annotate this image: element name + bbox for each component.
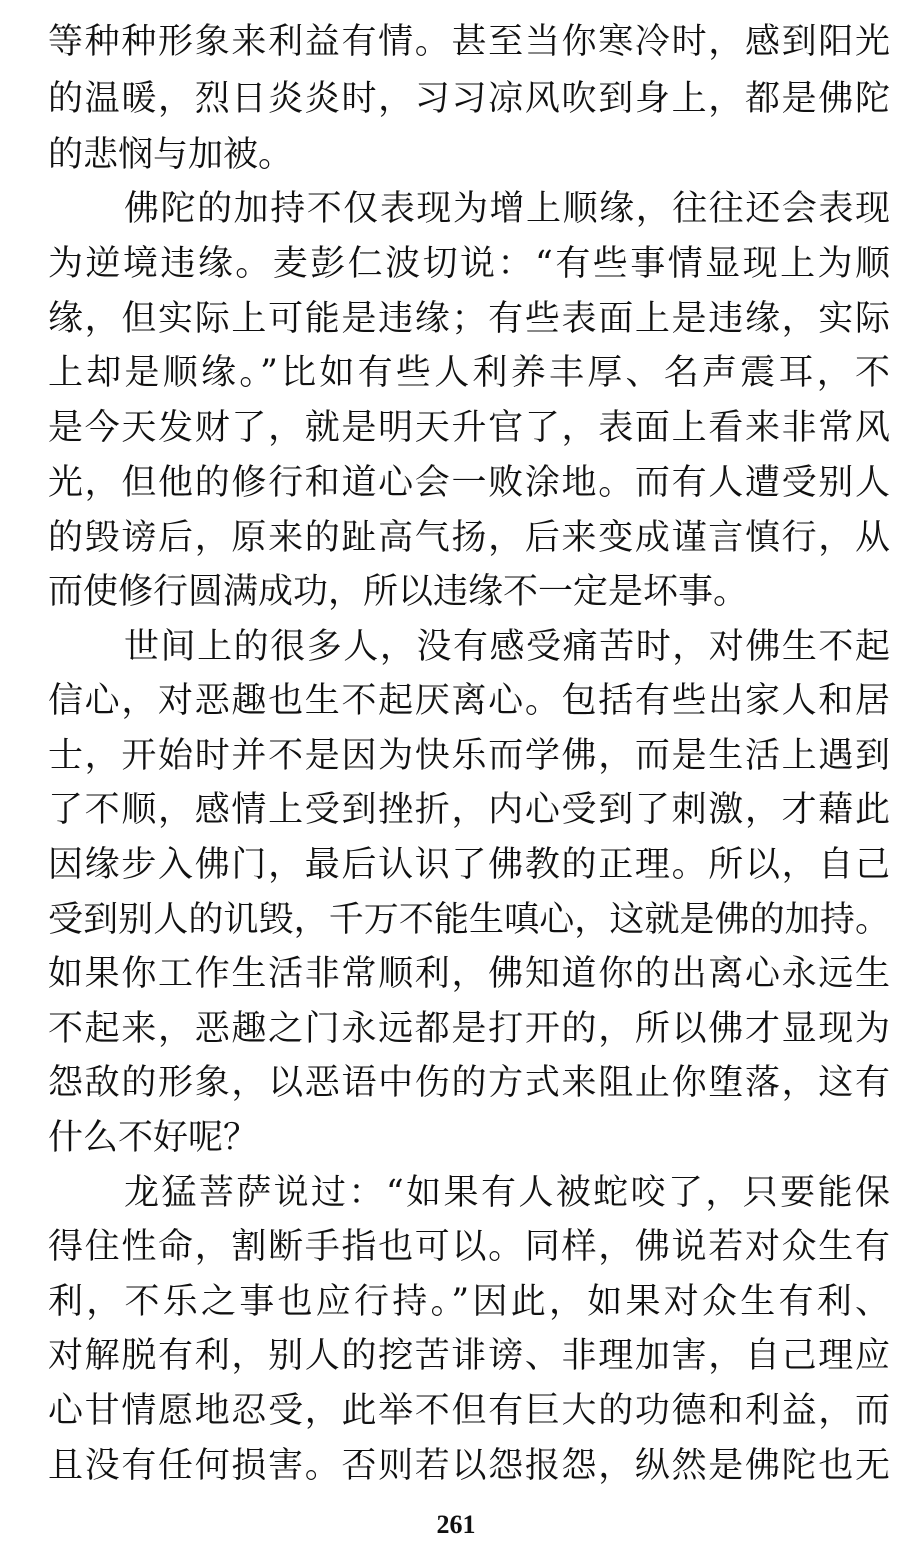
text-line: 光，但他的修行和道心会一败涂地。而有人遭受别人 — [48, 463, 890, 503]
text-line: 什么不好呢？ — [48, 1118, 259, 1158]
text-line: 心甘情愿地忍受，此举不但有巨大的功德和利益，而 — [48, 1391, 890, 1431]
text-line: 利，不乐之事也应行持。”因此，如果对众生有利、 — [48, 1282, 890, 1322]
text-line: 对解脱有利，别人的挖苦诽谤、非理加害，自己理应 — [48, 1336, 890, 1376]
text-line: 等种种形象来利益有情。甚至当你寒冷时，感到阳光 — [48, 22, 890, 62]
text-line: 得住性命，割断手指也可以。同样，佛说若对众生有 — [48, 1227, 890, 1267]
text-line: 的温暖，烈日炎炎时，习习凉风吹到身上，都是佛陀 — [48, 79, 890, 119]
text-line: 如果你工作生活非常顺利，佛知道你的出离心永远生 — [48, 954, 890, 994]
text-line: 了不顺，感情上受到挫折，内心受到了刺激，才藉此 — [48, 790, 890, 830]
text-line: 且没有任何损害。否则若以怨报怨，纵然是佛陀也无 — [48, 1446, 890, 1486]
text-line: 是今天发财了，就是明天升官了，表面上看来非常风 — [48, 408, 890, 448]
text-line: 龙猛菩萨说过：“如果有人被蛇咬了，只要能保 — [124, 1173, 890, 1213]
page-number: 261 — [436, 1510, 476, 1539]
text-line: 怨敌的形象，以恶语中伤的方式来阻止你堕落，这有 — [48, 1063, 890, 1103]
text-line: 而使修行圆满成功，所以违缘不一定是坏事。 — [48, 572, 749, 612]
text-line: 因缘步入佛门，最后认识了佛教的正理。所以，自己 — [48, 845, 890, 885]
text-line: 的悲悯与加被。 — [48, 135, 294, 175]
text-line: 的毁谤后，原来的趾高气扬，后来变成谨言慎行，从 — [48, 518, 890, 558]
text-line: 不起来，恶趣之门永远都是打开的，所以佛才显现为 — [48, 1009, 890, 1049]
text-line: 受到别人的讥毁，千万不能生嗔心，这就是佛的加持。 — [48, 900, 890, 940]
text-line: 缘，但实际上可能是违缘；有些表面上是违缘，实际 — [48, 299, 890, 339]
text-line: 佛陀的加持不仅表现为增上顺缘，往往还会表现 — [124, 189, 890, 229]
text-line: 信心，对恶趣也生不起厌离心。包括有些出家人和居 — [48, 681, 890, 721]
text-line: 士，开始时并不是因为快乐而学佛，而是生活上遇到 — [48, 736, 890, 776]
text-line: 为逆境违缘。麦彭仁波切说：“有些事情显现上为顺 — [48, 244, 890, 284]
text-line: 世间上的很多人，没有感受痛苦时，对佛生不起 — [124, 627, 890, 667]
text-line: 上却是顺缘。”比如有些人利养丰厚、名声震耳，不 — [48, 353, 890, 393]
